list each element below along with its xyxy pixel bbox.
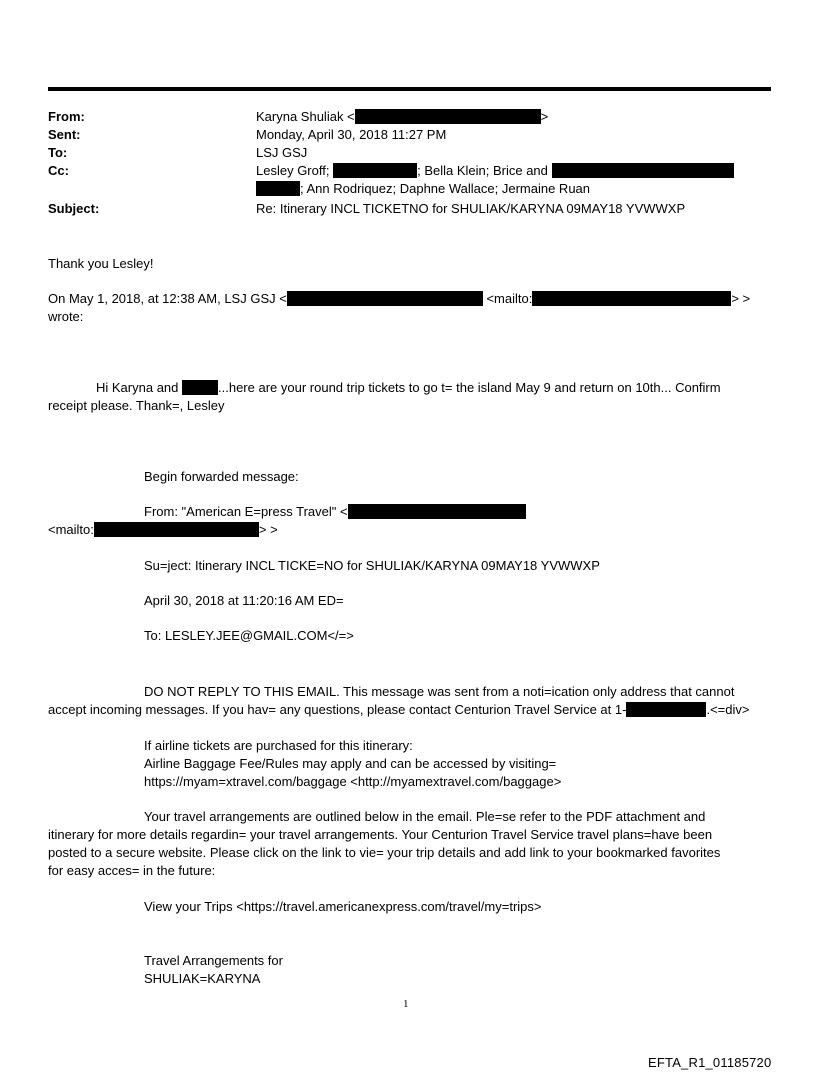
fwd-from-text: From: "American E=press Travel" < [144, 504, 348, 519]
arrangements-line-4: for easy acces= in the future: [48, 863, 216, 878]
arrangements-line-1: Your travel arrangements are outlined below in the email. Ple=se refer to the PDF attachment and [144, 809, 706, 824]
fwd-date: April 30, 2018 at 11:20:16 AM ED= [144, 593, 344, 608]
cc-name-1: Lesley Groff; [256, 163, 330, 178]
to-label: To: [48, 145, 68, 160]
cc-label: Cc: [48, 163, 69, 178]
fwd-mailto-close: > > [258, 522, 278, 537]
mailto-close: > > [731, 291, 751, 306]
redaction [355, 109, 541, 124]
redaction [287, 291, 483, 306]
fwd-subject: Su=ject: Itinerary INCL TICKE=NO for SHULIAK/KARYNA 09MAY18 YVWWXP [144, 558, 600, 573]
cc-names-3: ; Ann Rodriquez; Daphne Wallace; Jermaine Ruan [300, 181, 591, 196]
on-date-line [48, 290, 750, 308]
on-date-text: On May 1, 2018, at 12:38 AM, LSJ GSJ < [48, 291, 287, 306]
noreply-line-1: DO NOT REPLY TO THIS EMAIL. This message was sent from a noti=ication only address that cannot [144, 684, 735, 699]
from-name: Karyna Shuliak < [256, 109, 355, 124]
wrote-line: wrote: [48, 309, 84, 324]
baggage-line-1: If airline tickets are purchased for this itinerary: [144, 738, 413, 753]
noreply-line-2 [48, 701, 749, 719]
arrangements-line-2: itinerary for more details regardin= your travel arrangements. Your Centurion Travel Service travel plans=have been [48, 827, 713, 842]
page-number: 1 [403, 998, 409, 1010]
thanks-line: Thank you Lesley! [48, 256, 154, 271]
subject-value: Re: Itinerary INCL TICKETNO for SHULIAK/KARYNA 09MAY18 YVWWXP [256, 201, 686, 216]
hi-greeting: Hi Karyna and [96, 380, 179, 395]
baggage-line-3: https://myam=xtravel.com/baggage <http://myamextravel.com/baggage> [144, 774, 562, 789]
hi-message: ...here are your round trip tickets to go t= the island May 9 and return on 10th... Confirm [218, 380, 721, 395]
fwd-mailto-text: <mailto: [48, 522, 94, 537]
document-id: EFTA_R1_01185720 [648, 1055, 772, 1070]
arrangements-line-3: posted to a secure website. Please click on the link to vie= your trip details and add link to your bookmarked favorites [48, 845, 721, 860]
fwd-mailto-line [48, 521, 278, 539]
sent-label: Sent: [48, 127, 81, 142]
sent-value: Monday, April 30, 2018 11:27 PM [256, 127, 447, 142]
fwd-to: To: LESLEY.JEE@GMAIL.COM</=> [144, 628, 354, 643]
from-close: > [540, 109, 549, 124]
baggage-line-2: Airline Baggage Fee/Rules may apply and can be accessed by visiting= [144, 756, 557, 771]
from-label: From: [48, 109, 85, 124]
hi-line-2: receipt please. Thank=, Lesley [48, 398, 225, 413]
mailto-text: <mailto: [486, 291, 533, 306]
redaction [256, 181, 300, 196]
redaction [182, 380, 218, 395]
hi-line-1 [96, 379, 721, 397]
noreply-text: accept incoming messages. If you hav= any questions, please contact Centurion Travel Service at 1- [48, 702, 627, 717]
view-trips-line: View your Trips <https://travel.americanexpress.com/travel/my=trips> [144, 899, 542, 914]
from-value [256, 108, 548, 126]
cc-names-2: ; Bella Klein; Brice and [417, 163, 548, 178]
header-rule [48, 87, 771, 91]
cc-line-2 [256, 180, 590, 198]
to-value: LSJ GSJ [256, 145, 308, 160]
begin-forwarded: Begin forwarded message: [144, 469, 299, 484]
subject-label: Subject: [48, 201, 100, 216]
redaction [552, 163, 734, 178]
redaction [532, 291, 731, 306]
redaction [94, 522, 259, 537]
travel-for-line-1: Travel Arrangements for [144, 953, 283, 968]
cc-line-1 [256, 162, 734, 180]
travel-for-line-2: SHULIAK=KARYNA [144, 971, 261, 986]
redaction [626, 702, 706, 717]
noreply-end: .<=div> [706, 702, 750, 717]
fwd-from-line [144, 503, 526, 521]
redaction [333, 163, 417, 178]
redaction [348, 504, 526, 519]
